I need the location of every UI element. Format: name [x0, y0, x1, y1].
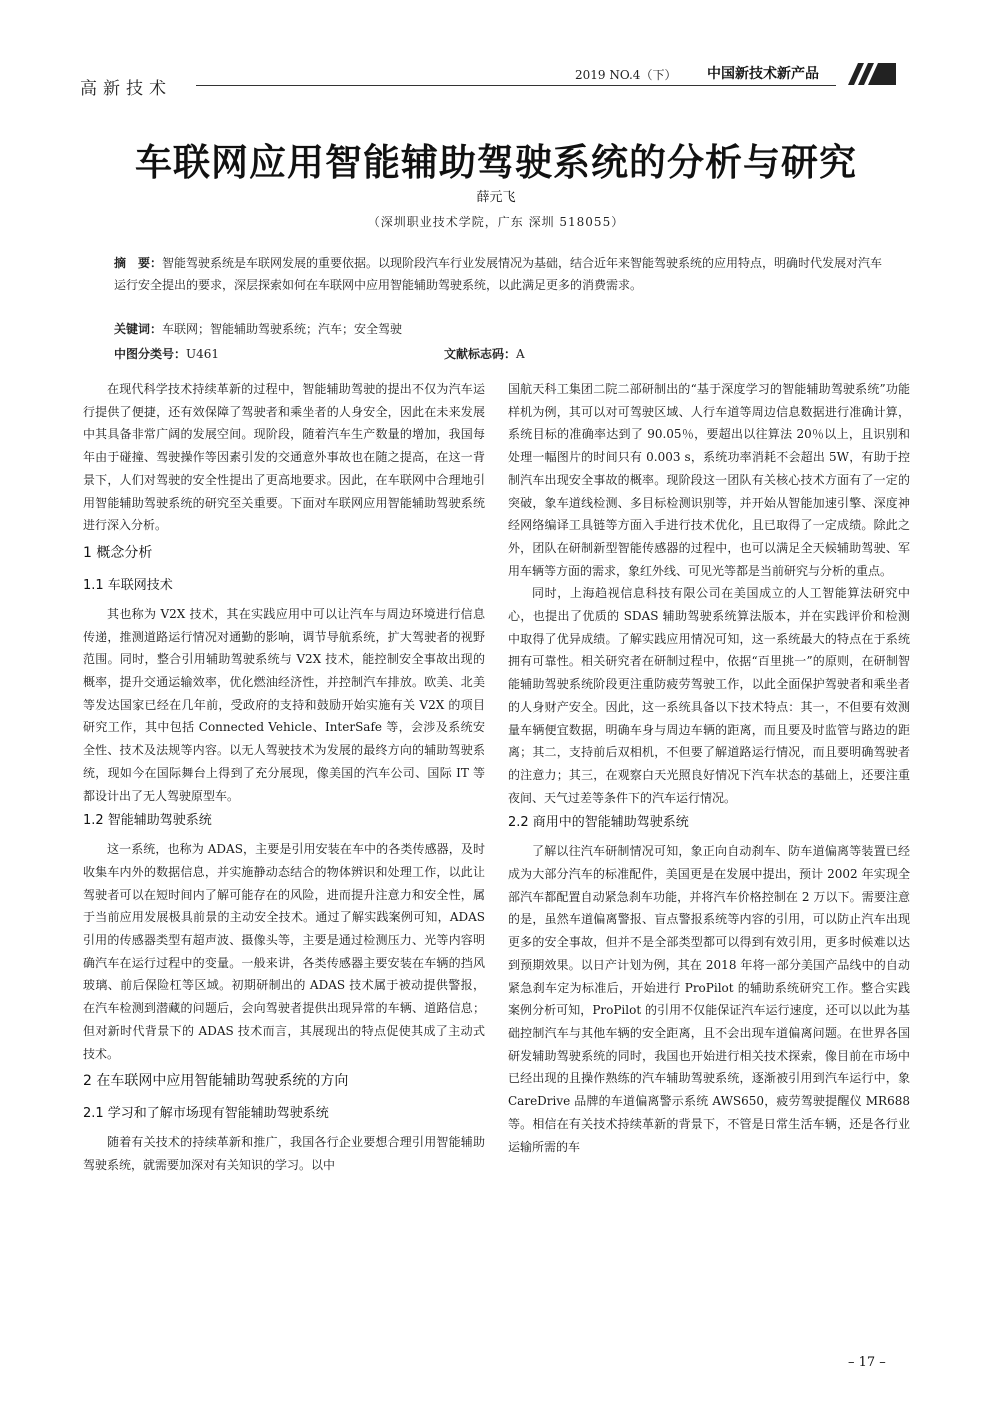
journal-stripes-icon: [848, 63, 896, 85]
paragraph-1-2: 这一系统，也称为 ADAS，主要是引用安装在车中的各类传感器，及时收集车内外的数据信息，并实施静动态结合的物体辨识和处理工作，以此让驾驶者可以在短时间内了解可能存在的风险，进而提升注意力和安全性，属于当前应用发展极具前景的主动安全技术。通过了解实践案例可知，ADAS 引用的传感器类型有超声波、摄像头等，主要是通过检测压力、光等内容明确汽车在运行过程中的变量。一般来讲，各类传感器主要安装在车辆的挡风玻璃、前后保险杠等区域。初期研制出的 ADAS 技术属于被动提供警报，在汽车检测到潜藏的问题后，会向驾驶者提供出现异常的车辆、道路信息；但对新时代背景下的 ADAS 技术而言，其展现出的特点促使其成了主动式技术。: [83, 842, 485, 1061]
keywords-label: 关键词：: [114, 322, 163, 336]
doc-code-value: A: [516, 347, 525, 361]
paragraph-2-1: 随着有关技术的持续革新和推广，我国各行企业要想合理引用智能辅助驾驶系统，就需要加深对有关知识的学习。以中: [83, 1135, 485, 1172]
article-title: 车联网应用智能辅助驾驶系统的分析与研究: [135, 141, 857, 184]
paragraph-2-2: 了解以往汽车研制情况可知，象正向自动刹车、防车道偏离等装置已经成为大部分汽车的标准配件，美国更是在发展中提出，预计 2002 年实现全部汽车都配置自动紧急刹车功能，并将汽车价格控制在 2 万以下。需要注意的是，虽然车道偏离警报、盲点警报系统等内容的引用，可以防止汽车出现更多的安全事故，但并不是全部类型都可以得到有效引用，更多时候难以达到预期效果。以日产计划为例，其在 2018 年将一部分美国产品线中的自动紧急刹车定为标准后，开始进行 ProPilot 的辅助系统研究工作。整合实践案例分析可知，ProPilot 的引用不仅能保证汽车运行速度，还可以以此为基础控制汽车与其他车辆的安全距离，且不会出现车道偏离问题。在世界各国研发辅助驾驶系统的同时，我国也开始进行相关技术探索，像目前在市场中已经出现的且操作熟练的汽车辅助驾驶系统，逐渐被引用到汽车运行中，象 CareDrive 品牌的车道偏离警示系统 AWS650，疲劳驾驶提醒仪 MR688 等。相信在有关技术持续革新的背景下，不管是日常生活车辆，还是各行业运输所需的车: [508, 844, 910, 1154]
heading-2: 2 在车联网中应用智能辅助驾驶系统的方向: [83, 1073, 349, 1090]
clc-label: 中图分类号：: [114, 347, 187, 361]
affiliation: （深圳职业技术学院，广东 深圳 518055）: [367, 215, 625, 229]
paragraph-1-1: 其也称为 V2X 技术，其在实践应用中可以让汽车与周边环境进行信息传递，推测道路运行情况对通勤的影响，调节导航系统，扩大驾驶者的视野范围。同时，整合引用辅助驾驶系统与 V2X 技术，能控制安全事故出现的概率，提升交通运输效率，优化燃油经济性，并控制汽车排放。欧美、北美等发达国家已经在几年前，受政府的支持和鼓励开始实施有关 V2X 的项目研究工作，其中包括 Connected Vehicle、InterSafe 等，会涉及系统安全性、技术及法规等内容。以无人驾驶技术为发展的最终方向的辅助驾驶系统，现如今在国际舞台上得到了充分展现，像美国的汽车公司、国际 IT 等都设计出了无人驾驶原型车。: [83, 606, 485, 803]
author: 薛元飞: [476, 190, 516, 205]
abstract-label: 摘 要：: [114, 256, 163, 270]
section-label: 高新技术: [80, 79, 172, 99]
classification-line: [114, 345, 886, 362]
doc-code-label: 文献标志码：: [444, 347, 517, 361]
right-column: [508, 378, 910, 1158]
issue-number: 2019 NO.4（下）: [575, 68, 677, 82]
paragraph-sdas: 同时，上海趋视信息科技有限公司在美国成立的人工智能算法研究中心，也提出了优质的 SDAS 辅助驾驶系统算法版本，并在实践评价和检测中取得了优异成绩。了解实践应用情况可知，这一系统最大的特点在于系统拥有可靠性。相关研究者在研制过程中，依据“百里挑一”的原则，在研制智能辅助驾驶系统阶段更注重防疲劳驾驶工作，以此全面保护驾驶者和乘坐者的人身财产安全。因此，这一系统具备以下技术特点：其一，不但要有效测量车辆便宜数据，明确车身与周边车辆的距离，而且要及时监管与路边的距离；其二，支持前后双相机，不但要了解道路运行情况，而且要明确驾驶者的注意力；其三，在观察白天光照良好情况下汽车状态的基础上，还要注重夜间、天气过差等条件下的汽车运行情况。: [508, 586, 910, 805]
doc-code: [444, 345, 525, 362]
keywords-text: 车联网；智能辅助驾驶系统；汽车；安全驾驶: [162, 322, 403, 336]
continued-paragraph: 国航天科工集团二院二部研制出的“基于深度学习的智能辅助驾驶系统”功能样机为例，其可以对可驾驶区域、人行车道等周边信息数据进行准确计算，系统目标的准确率达到了 90.05％，要超出以往算法 20％以上，且识别和处理一幅图片的时间只有 0.003 s，系统功率消耗不会超出 5W，有助于控制汽车出现安全事故的概率。现阶段这一团队有关核心技术方面有了一定的突破，象车道线检测、多目标检测识别等，并开始从智能加速引擎、深度神经网络编译工具链等方面入手进行技术优化，且已取得了一定成绩。除此之外，团队在研制新型智能传感器的过程中，也可以满足全天候辅助驾驶、军用车辆等方面的需求，象红外线、可见光等都是当前研究与分析的重点。: [508, 382, 910, 578]
abstract-text: 智能驾驶系统是车联网发展的重要依据。以现阶段汽车行业发展情况为基础，结合近年来智能驾驶系统的应用特点，明确时代发展对汽车运行安全提出的要求，深层探索如何在车联网中应用智能辅助驾驶系统，以此满足更多的消费需求。: [114, 256, 883, 292]
left-column: [83, 378, 485, 1177]
header-rule: [196, 85, 836, 86]
heading-2-1: 2.1 学习和了解市场现有智能辅助驾驶系统: [83, 1106, 329, 1122]
clc-value: U461: [186, 347, 220, 361]
keywords: [114, 320, 886, 337]
heading-1-2: 1.2 智能辅助驾驶系统: [83, 813, 212, 829]
page-number: – 17 –: [848, 1355, 886, 1370]
journal-name: 中国新技术新产品: [707, 66, 819, 82]
heading-2-2: 2.2 商用中的智能辅助驾驶系统: [508, 815, 689, 831]
heading-1-1: 1.1 车联网技术: [83, 577, 173, 593]
abstract: [114, 252, 886, 296]
intro-paragraph: 在现代科学技术持续革新的过程中，智能辅助驾驶的提出不仅为汽车运行提供了便捷，还有效保障了驾驶者和乘坐者的人身安全，因此在未来发展中其具备非常广阔的发展空间。现阶段，随着汽车生产数量的增加，我国每年由于碰撞、驾驶操作等因素引发的交通意外事故也在随之提高，在这一背景下，人们对驾驶的安全性提出了更高地要求。因此，在车联网中合理地引用智能辅助驾驶系统的研究至关重要。下面对车联网应用智能辅助驾驶系统进行深入分析。: [83, 382, 485, 533]
heading-1: 1 概念分析: [83, 544, 153, 561]
